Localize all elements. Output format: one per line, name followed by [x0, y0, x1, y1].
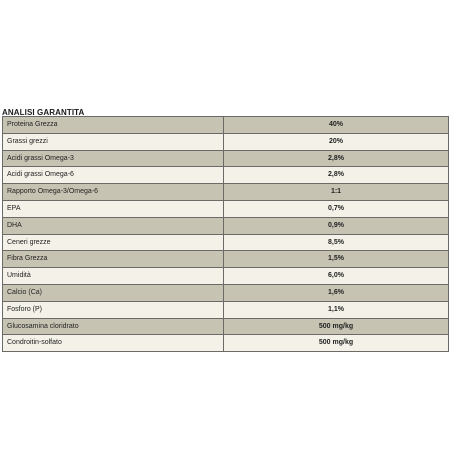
table-row [3, 200, 449, 217]
nutrient-name: Condroitin-solfato [3, 335, 224, 352]
nutrient-value: 8,5% [224, 234, 449, 251]
nutrient-value: 1,1% [224, 301, 449, 318]
nutrient-value: 6,0% [224, 268, 449, 285]
nutrient-value: 1,6% [224, 284, 449, 301]
table-row [3, 318, 449, 335]
analysis-table [2, 116, 449, 352]
table-row [3, 217, 449, 234]
nutrient-name: Grassi grezzi [3, 133, 224, 150]
nutrient-value: 500 mg/kg [224, 335, 449, 352]
table-row [3, 335, 449, 352]
nutrient-name: DHA [3, 217, 224, 234]
nutrient-name: Fibra Grezza [3, 251, 224, 268]
table-row [3, 133, 449, 150]
table-row [3, 234, 449, 251]
table-row [3, 284, 449, 301]
nutrient-value: 0,9% [224, 217, 449, 234]
nutrient-name: Fosforo (P) [3, 301, 224, 318]
nutrient-name: Rapporto Omega-3/Omega-6 [3, 184, 224, 201]
table-row [3, 150, 449, 167]
nutrient-name: Glucosamina cloridrato [3, 318, 224, 335]
nutrient-value: 500 mg/kg [224, 318, 449, 335]
table-row [3, 167, 449, 184]
nutrient-value: 1:1 [224, 184, 449, 201]
nutrient-value: 40% [224, 117, 449, 134]
nutrient-value: 2,8% [224, 167, 449, 184]
nutrient-value: 1,5% [224, 251, 449, 268]
table-row [3, 301, 449, 318]
nutrient-value: 20% [224, 133, 449, 150]
nutrient-name: EPA [3, 200, 224, 217]
nutrient-name: Ceneri grezze [3, 234, 224, 251]
table-title: ANALISI GARANTITA [2, 108, 85, 117]
nutrient-name: Umidità [3, 268, 224, 285]
nutrient-value: 2,8% [224, 150, 449, 167]
nutrient-name: Proteina Grezza [3, 117, 224, 134]
nutrient-value: 0,7% [224, 200, 449, 217]
table-row [3, 117, 449, 134]
table-row [3, 251, 449, 268]
nutrient-name: Acidi grassi Omega-6 [3, 167, 224, 184]
table-row [3, 184, 449, 201]
table-row [3, 268, 449, 285]
nutrient-name: Calcio (Ca) [3, 284, 224, 301]
nutrient-name: Acidi grassi Omega-3 [3, 150, 224, 167]
